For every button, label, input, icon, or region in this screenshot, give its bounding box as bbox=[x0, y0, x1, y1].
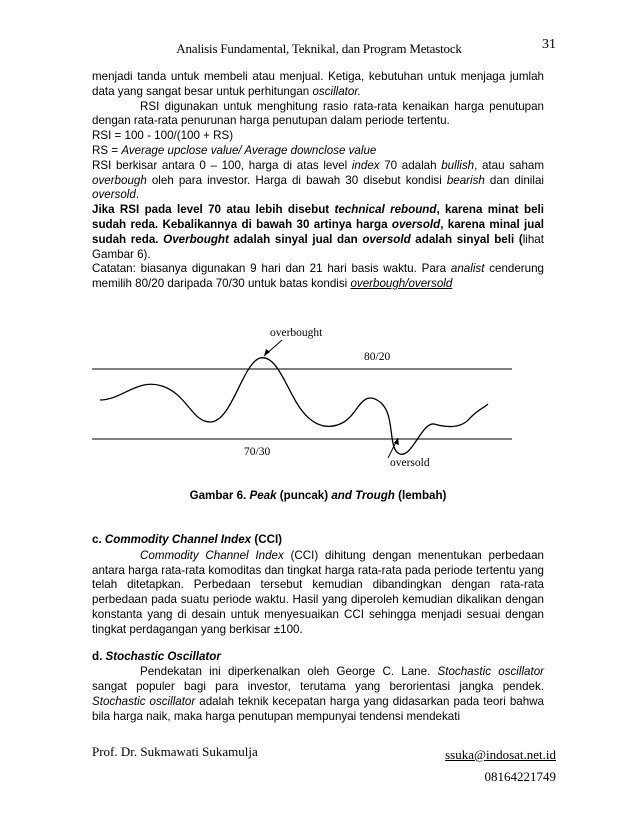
rsi-formula: RSI = 100 - 100/(100 + RS) bbox=[92, 129, 234, 143]
footer-author: Prof. Dr. Sukmawati Sukamulja bbox=[92, 744, 258, 759]
price-curve bbox=[100, 358, 488, 455]
section-heading-stochastic: d. Stochastic Oscillator bbox=[92, 649, 221, 663]
page-number: 31 bbox=[542, 37, 556, 52]
label-oversold: oversold bbox=[390, 457, 430, 469]
label-70-30: 70/30 bbox=[244, 446, 271, 458]
paragraph: menjadi tanda untuk membeli atau menjual. Ketiga, kebutuhan untuk menjaga jumlah data yang sangat besar untuk perhitungan oscillator. bbox=[92, 70, 544, 98]
body-text bbox=[92, 70, 544, 292]
figure-caption: Gambar 6. Peak (puncak) and Trough (lembah) bbox=[189, 489, 447, 502]
peak-trough-figure bbox=[92, 318, 544, 478]
footer-phone: 08164221749 bbox=[484, 769, 556, 784]
label-80-20: 80/20 bbox=[364, 351, 391, 363]
running-header: Analisis Fundamental, Teknikal, dan Program Metastock bbox=[176, 41, 462, 56]
paragraph: Pendekatan ini diperkenalkan oleh George C. Lane. Stochastic oscillator sangat populer bagi para investor, terutama yang berorientasi jangka pendek. Stochastic oscillator adalah teknik kecepatan harga yang didasarkan pada teori bahwa bila harga naik, maka harga penutupan mempunyai tendensi mendekati bbox=[92, 665, 544, 723]
section-heading-cci: c. Commodity Channel Index (CCI) bbox=[92, 533, 283, 546]
paragraph: RSI digunakan untuk menghitung rasio rata-rata kenaikan harga penutupan dengan rata-rata penurunan harga penutupan dalam periode tertentu. bbox=[92, 99, 544, 128]
paragraph: RSI berkisar antara 0 – 100, harga di atas level index 70 adalah bullish, atau saham overbough oleh para investor. Harga di bawah 30 disebut kondisi bearish dan dinilai oversold. bbox=[92, 158, 544, 202]
paragraph: Commodity Channel Index (CCI) dihitung dengan menentukan perbedaan antara harga rata-rata komoditas dan tingkat harga rata-rata pada periode tertentu yang telah ditetapkan. Perbedaan tersebut kemudian dibandingkan dengan rata-rata perbedaan pada suatu periode waktu. Hasil yang diperoleh kemudian dikalikan dengan konstanta yang di desain untuk menyesuaikan CCI sehingga menjadi sesuai dengan tingkat perdagangan yang berkisar ±100. bbox=[92, 548, 544, 636]
rs-formula: RS = Average upclose value/ Average downclose value bbox=[92, 143, 377, 157]
paragraph-bold: Jika RSI pada level 70 atau lebih disebut technical rebound, karena minat beli sudah reda. Kebalikannya di bawah 30 artinya harga oversold, karena minal jual sudah reda. Overbought adalah sinyal jual dan oversold adalah sinyal beli (lihat Gambar 6). bbox=[92, 203, 544, 261]
paragraph: Catatan: biasanya digunakan 9 hari dan 21 hari basis waktu. Para analist cenderung memilih 80/20 daripada 70/30 untuk batas kondisi overbough/oversold bbox=[92, 262, 545, 291]
label-overbought: overbought bbox=[270, 327, 323, 339]
footer-contact bbox=[445, 744, 556, 788]
overbought-arrowhead bbox=[264, 349, 270, 356]
sections-c-d bbox=[92, 533, 544, 725]
footer-email[interactable]: ssuka@indosat.net.id bbox=[445, 747, 556, 762]
